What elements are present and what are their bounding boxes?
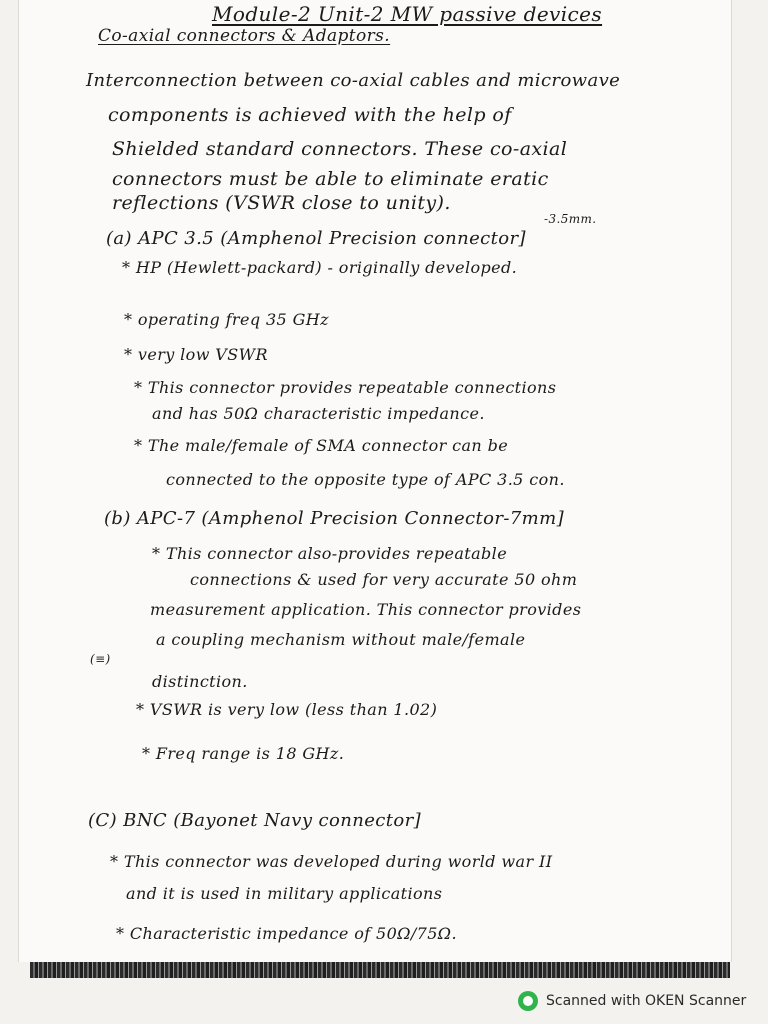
bnc-heading: (C) BNC (Bayonet Navy connector] <box>88 810 422 831</box>
intro-line-2: components is achieved with the help of <box>108 104 512 126</box>
page-title: Module-2 Unit-2 MW passive devices <box>212 2 603 26</box>
margin-mark: (≡) <box>90 652 111 666</box>
bnc-point-2: and it is used in military applications <box>126 884 443 903</box>
apc35-point-4: * This connector provides repeatable connections <box>134 378 557 397</box>
scanner-text: Scanned with OKEN Scanner <box>546 993 747 1009</box>
apc7-point-7: * Freq range is 18 GHz. <box>142 744 345 763</box>
apc35-size-note: -3.5mm. <box>544 212 597 226</box>
apc7-point-4: a coupling mechanism without male/female <box>156 630 526 649</box>
intro-line-3: Shielded standard connectors. These co-axial <box>112 138 568 160</box>
apc35-point-6: * The male/female of SMA connector can be <box>134 436 509 455</box>
apc7-point-3: measurement application. This connector provides <box>150 600 582 619</box>
apc35-point-2: * operating freq 35 GHz <box>124 310 329 329</box>
apc7-point-1: * This connector also-provides repeatable <box>152 544 508 563</box>
scan-edge-strip <box>30 962 730 978</box>
scanner-watermark <box>518 990 746 1012</box>
apc35-point-3: * very low VSWR <box>124 345 268 364</box>
oken-logo-icon <box>518 991 538 1011</box>
apc35-point-1: * HP (Hewlett-packard) - originally developed. <box>122 258 518 277</box>
apc7-point-5: distinction. <box>152 672 248 691</box>
apc7-heading: (b) APC-7 (Amphenol Precision Connector-7mm] <box>104 508 565 529</box>
apc7-point-6: * VSWR is very low (less than 1.02) <box>136 700 438 719</box>
bnc-point-1: * This connector was developed during world war II <box>110 852 553 871</box>
apc35-point-5: and has 50Ω characteristic impedance. <box>152 404 485 423</box>
intro-line-4: connectors must be able to eliminate eratic <box>112 168 549 190</box>
apc35-point-7: connected to the opposite type of APC 3.5 con. <box>166 470 565 489</box>
apc35-heading: (a) APC 3.5 (Amphenol Precision connector] <box>106 228 526 249</box>
apc7-point-2: connections & used for very accurate 50 ohm <box>190 570 578 589</box>
intro-line-1: Interconnection between co-axial cables and microwave <box>86 70 621 91</box>
topic-heading: Co-axial connectors & Adaptors. <box>98 26 391 46</box>
intro-line-5: reflections (VSWR close to unity). <box>112 192 451 214</box>
bnc-point-3: * Characteristic impedance of 50Ω/75Ω. <box>116 924 457 943</box>
